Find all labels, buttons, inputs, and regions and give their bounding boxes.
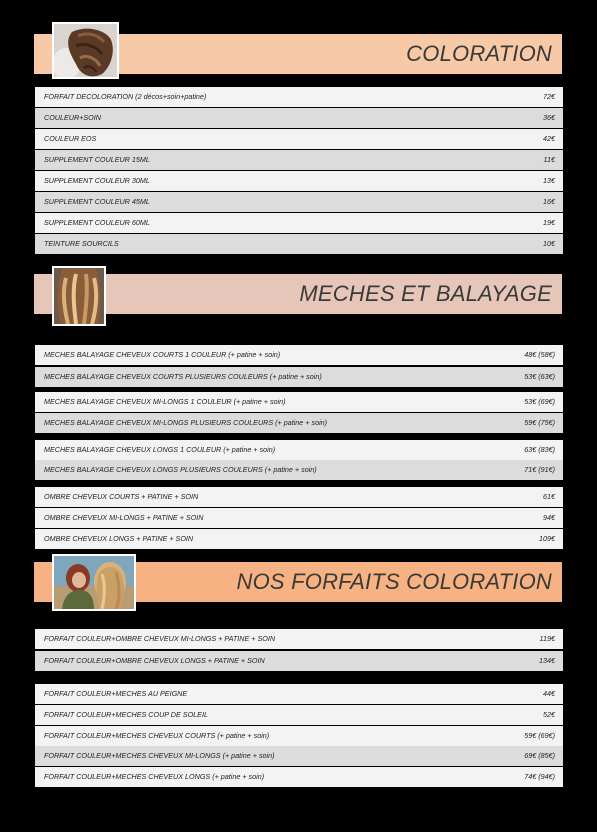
service-price: 134€ [500,651,563,671]
price-row [35,87,563,107]
service-name: MECHES BALAYAGE CHEVEUX COURTS 1 COULEUR (+ patine + soin) [35,345,500,365]
service-price: 53€ (69€) [502,392,563,412]
service-price: 109€ [507,529,563,549]
price-row [35,629,563,649]
price-row [35,487,563,507]
service-name: MECHES BALAYAGE CHEVEUX MI-LONGS PLUSIEURS COULEURS (+ patine + soin) [35,413,500,433]
service-name: MECHES BALAYAGE CHEVEUX MI-LONGS 1 COULEUR (+ patine + soin) [35,392,500,412]
service-name: FORFAIT COULEUR+MECHES AU PEIGNE [35,684,498,704]
service-price: 52€ [500,705,563,725]
forfaits-title: NOS FORFAITS COLORATION [236,569,552,594]
price-row [35,440,563,460]
service-name: FORFAIT COULEUR+OMBRE CHEVEUX MI-LONGS + PATINE + SOIN [35,629,498,649]
price-row [35,767,563,787]
service-price: 69€ (85€) [500,746,563,766]
service-name: MECHES BALAYAGE CHEVEUX LONGS 1 COULEUR (+ patine + soin) [35,440,500,460]
service-price: 13€ [509,171,563,191]
service-name: FORFAIT COULEUR+MECHES COUP DE SOLEIL [35,705,498,725]
service-name: FORFAIT COULEUR+MECHES CHEVEUX MI-LONGS (+ patine + soin) [35,746,498,766]
service-price: 74€ (94€) [500,767,563,787]
service-price: 16€ [509,192,563,212]
price-row [35,392,563,412]
service-price: 36€ [509,108,563,128]
curly-hair-photo [52,22,119,79]
service-price: 42€ [509,129,563,149]
service-name: MECHES BALAYAGE CHEVEUX COURTS PLUSIEURS COULEURS (+ patine + soin) [35,367,500,387]
meches-title: MECHES ET BALAYAGE [299,281,552,306]
service-name: FORFAIT COULEUR+OMBRE CHEVEUX LONGS + PATINE + SOIN [35,651,498,671]
service-price: 59€ (75€) [502,413,563,433]
service-name: COULEUR+SOIN [35,108,507,128]
two-women-photo [52,554,136,611]
price-row [35,460,563,480]
service-price: 44€ [500,684,563,704]
price-row [35,529,563,549]
price-row [35,746,563,766]
price-row [35,108,563,128]
service-name: SUPPLEMENT COULEUR 30ML [35,171,507,191]
service-price: 63€ (83€) [502,440,563,460]
service-name: MECHES BALAYAGE CHEVEUX LONGS PLUSIEURS COULEURS (+ patine + soin) [35,460,500,480]
price-row [35,413,563,433]
service-name: FORFAIT DECOLORATION (2 décos+soin+patine) [35,87,507,107]
price-row [35,234,563,254]
price-row [35,345,563,365]
service-name: SUPPLEMENT COULEUR 15ML [35,150,507,170]
service-price: 72€ [509,87,563,107]
price-row [35,192,563,212]
service-price: 19€ [509,213,563,233]
price-row [35,705,563,725]
price-row [35,171,563,191]
meches-banner [34,274,562,314]
service-name: SUPPLEMENT COULEUR 60ML [35,213,507,233]
service-name: OMBRE CHEVEUX MI-LONGS + PATINE + SOIN [35,508,505,528]
balayage-hair-photo [52,266,106,326]
service-name: TEINTURE SOURCILS [35,234,507,254]
price-row [35,726,563,746]
service-name: FORFAIT COULEUR+MECHES CHEVEUX LONGS (+ patine + soin) [35,767,498,787]
service-price: 61€ [507,487,563,507]
service-price: 59€ (69€) [500,726,563,746]
service-price: 119€ [500,629,563,649]
service-price: 53€ (63€) [502,367,563,387]
service-price: 10€ [509,234,563,254]
service-price: 71€ (91€) [502,460,563,480]
price-row [35,651,563,671]
price-row [35,508,563,528]
service-price: 94€ [507,508,563,528]
price-row [35,684,563,704]
price-row [35,129,563,149]
service-name: OMBRE CHEVEUX LONGS + PATINE + SOIN [35,529,505,549]
service-name: COULEUR EOS [35,129,507,149]
coloration-title: COLORATION [406,41,552,66]
service-price: 48€ (58€) [502,345,563,365]
service-name: SUPPLEMENT COULEUR 45ML [35,192,507,212]
service-name: OMBRE CHEVEUX COURTS + PATINE + SOIN [35,487,505,507]
price-row [35,213,563,233]
price-row [35,367,563,387]
service-price: 11€ [509,150,563,170]
price-row [35,150,563,170]
service-name: FORFAIT COULEUR+MECHES CHEVEUX COURTS (+ patine + soin) [35,726,498,746]
